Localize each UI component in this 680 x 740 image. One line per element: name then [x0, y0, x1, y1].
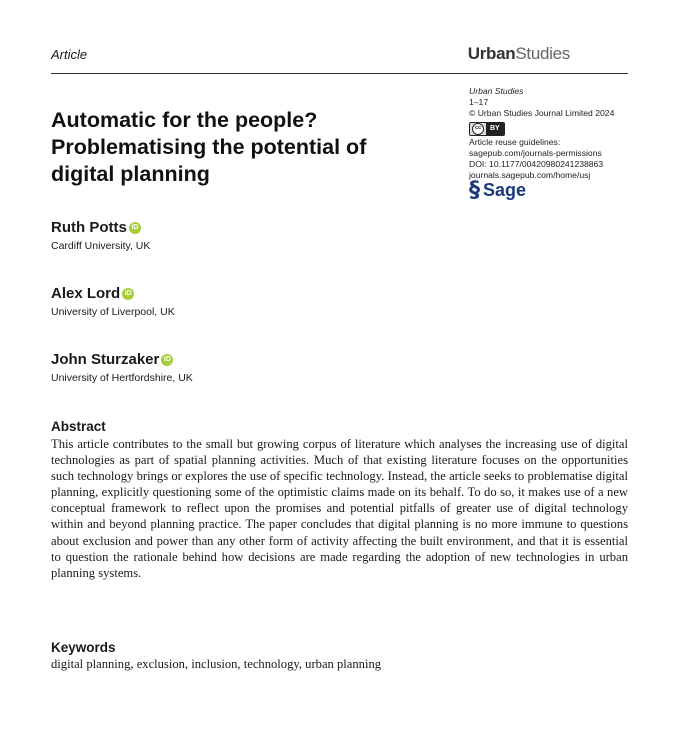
- license-by-label: BY: [486, 123, 504, 135]
- article-title: [51, 107, 451, 188]
- sage-wordmark: Sage: [483, 180, 527, 201]
- title-line-1: Automatic for the people?: [51, 108, 318, 132]
- abstract-heading: Abstract: [51, 419, 106, 434]
- meta-copyright: © Urban Studies Journal Limited 2024: [469, 108, 615, 119]
- meta-journal-url[interactable]: journals.sagepub.com/home/usj: [469, 170, 591, 181]
- author-block: [51, 285, 175, 318]
- author-block: [51, 351, 193, 384]
- author-block: [51, 219, 150, 252]
- author-name: John Sturzaker: [51, 351, 160, 368]
- meta-reuse-label: Article reuse guidelines:: [469, 136, 561, 147]
- journal-logo-light: Studies: [515, 44, 570, 63]
- orcid-icon[interactable]: iD: [129, 222, 141, 234]
- keywords-text: digital planning, exclusion, inclusion, technology, urban planning: [51, 657, 382, 671]
- sage-logo: [469, 178, 639, 204]
- orcid-icon[interactable]: iD: [161, 354, 173, 366]
- title-line-2: Problematising the potential of: [51, 135, 367, 159]
- article-type-label: Article: [51, 47, 88, 62]
- meta-reuse-link[interactable]: sagepub.com/journals-permissions: [469, 147, 602, 158]
- author-name: Alex Lord: [51, 285, 121, 302]
- author-affiliation: University of Liverpool, UK: [51, 306, 175, 318]
- cc-by-license-badge[interactable]: [469, 122, 505, 136]
- author-affiliation: University of Hertfordshire, UK: [51, 372, 193, 384]
- meta-pages: 1–17: [469, 97, 489, 108]
- keywords-heading: Keywords: [51, 640, 116, 655]
- journal-logo-bold: Urban: [467, 44, 516, 63]
- sage-s-icon: §: [469, 178, 480, 204]
- creative-commons-icon: cc: [472, 123, 484, 135]
- author-affiliation: Cardiff University, UK: [51, 240, 151, 252]
- title-line-3: digital planning: [51, 162, 210, 186]
- meta-doi[interactable]: DOI: 10.1177/00420980241238863: [469, 159, 604, 170]
- header-rule: [51, 73, 628, 74]
- article-meta: [469, 86, 639, 204]
- abstract-text: This article contributes to the small but growing corpus of literature which analyses the increasing use of digital technologies as part of spatial planning activities. Much of that existing literature focuses on the opportunities such technology brings or explores the use of specific technology. Instead, the article seeks to problematise digital planning, explicitly questioning some of the optimistic claims made on its behalf. To do so, it makes use of a new conceptual framework to reflect upon the promises and potential pitfalls of greater use of digital technology within and beyond planning practice. The paper concludes that digital planning is no more immune to questions about exclusion and power than any other form of activity affecting the built environment, and that it is essential to question the rationale behind how decisions are made regarding the adoption of new technologies in urban planning systems.: [51, 437, 628, 580]
- journal-logo: [468, 44, 570, 64]
- meta-journal-name: Urban Studies: [469, 86, 524, 96]
- orcid-icon[interactable]: iD: [122, 288, 134, 300]
- author-name: Ruth Potts: [51, 219, 127, 236]
